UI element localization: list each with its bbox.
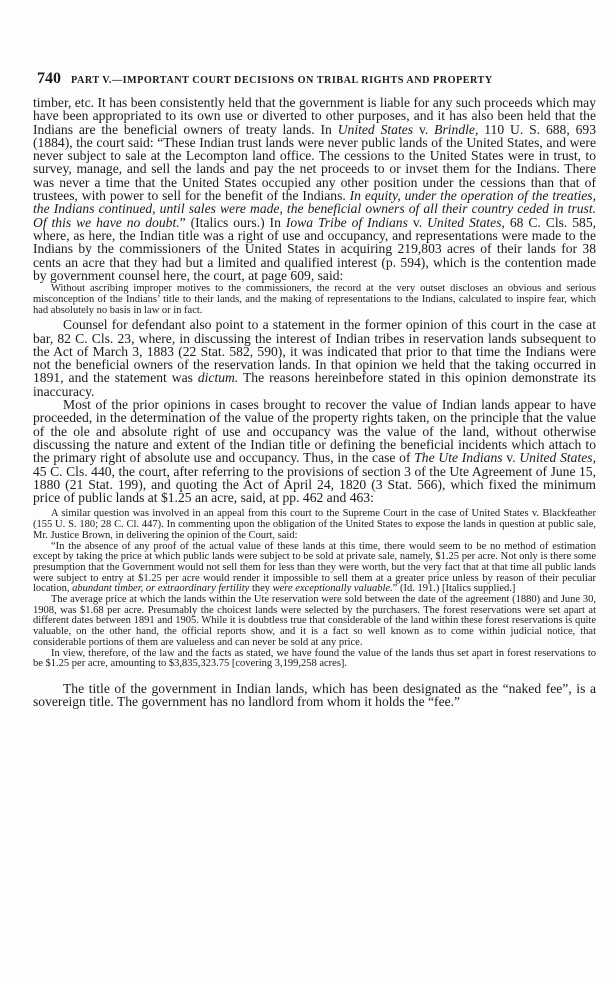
case-name: The Ute Indians [414, 450, 503, 466]
quote-paragraph: Without ascribing improper motives to the commissioners, the record at the very outset discloses an obvious and serious misconception of the Indians’ title to their lands, and the making of representations to the Indians, calculated to inspire fear, which had absolutely no basis in law or in fact. [33, 283, 596, 316]
case-name: Iowa Tribe of Indians [285, 214, 408, 230]
italic-phrase: abundant timber, or extraordinary fertility [72, 583, 250, 595]
case-name: Brindle, [434, 121, 479, 137]
quote-paragraph: In view, therefore, of the law and the facts as stated, we have found the value of the lands thus set apart in forest reservations to be $1.25 per acre, amounting to $3,835,323.75 [covering 3,199,258 acres]. [33, 647, 596, 670]
text-run: The reasons hereinbefore stated in this opinion demonstrate its inaccuracy. [33, 370, 596, 399]
italic-phrase: were exceptionally valuable. [272, 583, 393, 595]
text-run: ” (Id. 191.) [Italics supplied.] [392, 583, 516, 595]
text-run: “In the absence of any proof of the actual value of these lands at this time, there would seem to be no method of estimation except by taking the price at which public lands were subject to be sold at private sale, namely, $1.25 per acre. Not only is there some presumption that the Government would not sell them for less than they were worth, but the very fact that at that time all public lands were subject to entry at $1.25 per acre would render it impossible to sell them at a greater price unless by reason of their peculiar location, [33, 540, 596, 595]
text-run: v. [502, 450, 520, 466]
running-head: PART V.—IMPORTANT COURT DECISIONS ON TRIBAL RIGHTS AND PROPERTY [71, 75, 493, 86]
text-run: they [249, 583, 273, 595]
quote-paragraph [33, 542, 596, 596]
text-run: timber, etc. It has been consistently held that the government is liable for any such proceeds which may have been appropriated to its own use or diverted to other purposes, and it has also been held that the Indians are the beneficial owners of treaty lands. In [33, 95, 596, 137]
text-run: Counsel for defendant also point to a statement in the former opinion of this court in the case at bar, 82 C. Cls. 23, where, in discussing the interest of Indian tribes in reservation lands subsequent to the Act of March 3, 1883 (22 Stat. 582, 590), it was indicated that prior to that time the Indians were not the beneficial owners of the reservation lands. In that opinion we held that the taking occurred in 1891, and the statement was [33, 317, 596, 386]
block-quote-1 [33, 284, 596, 316]
case-name: United States, [519, 450, 596, 466]
paragraph-3 [33, 398, 596, 504]
text-run: ” (Italics ours.) In [179, 214, 286, 230]
text-run: v. [413, 121, 435, 137]
block-quote-2 [33, 509, 596, 670]
text-run: Most of the prior opinions in cases brought to recover the value of Indian lands appear to have proceeded, in the determination of the value of the property rights taken, on the principle that the value of the ole and absolute right of use and occupancy was the value of the land, without otherwise discussing the nature and extent of the Indian title or defining the beneficial incidents which attach to the primary right of absolute use and occupancy. Thus, in the case of [33, 397, 596, 466]
text-run: v. [407, 214, 428, 230]
paragraph-4: The title of the government in Indian lands, which has been designated as the “naked fee”, is a sovereign title. The government has no landlord from whom it holds the “fee.” [33, 680, 596, 710]
page-header [37, 70, 596, 88]
quote-paragraph: The average price at which the lands within the Ute reservation were sold between the date of the agreement (1880) and June 30, 1908, was $1.68 per acre. Presumably the choicest lands were selected by the purchasers. The forest reservations were set apart at different dates between 1891 and 1905. While it is doubtless true that considerable of the land within these forest reservations is quite valuable, on the other hand, the official reports show, and it is a fact so well known as to come within judicial notice, that considerable portions of them are valueless and can never be sold at any price. [33, 594, 596, 648]
text-run: 68 C. Cls. 585, where, as here, the Indian title was a right of use and occupancy, and representations were made to the Indians by the commissioners of the United States in acquiring 219,803 acres of their lands for 38 cents an acre that they had but a limited and qualified interest (p. 594), which is the contention made by government counsel here, the court, at page 609, said: [33, 214, 597, 283]
paragraph-2 [33, 318, 596, 398]
case-name: United States [337, 121, 414, 137]
case-name: United States, [427, 214, 505, 230]
paragraph-1 [33, 96, 596, 282]
text-run: 110 U. S. 688, 693 (1884), the court said: “These Indian trust lands were never public lands of the United States, and were never subject to sale at the Lecompton land office. The cessions to the United States were in trust, to survey, manage, and sell the lands and pay the net proceeds to or invset them for the Indians. There was never a time that the United States occupied any other position under the cessions than that of trustees, with power to sell for the benefit of the Indians. [33, 121, 597, 204]
page-number: 740 [37, 70, 61, 87]
italic-quote: In equity, under the operation of the treaties, the Indians continued, until sales were made, the beneficial owners of all their country ceded in trust. Of this we have no doubt. [33, 188, 596, 230]
quote-paragraph: A similar question was involved in an appeal from this court to the Supreme Court in the case of United States v. Blackfeather (155 U. S. 180; 28 C. Cl. 447). In commenting upon the obligation of the United States to expose the lands in question at public sale, Mr. Justice Brown, in delivering the opinion of the Court, said: [33, 508, 596, 541]
italic-term: dictum. [197, 370, 239, 386]
text-run: 45 C. Cls. 440, the court, after referring to the provisions of section 3 of the Ute Agreement of June 15, 1880 (21 Stat. 199), and quoting the Act of April 24, 1820 (3 Stat. 566), which fixed the minimum price of public lands at $1.25 an acre, said, at pp. 462 and 463: [33, 463, 596, 506]
